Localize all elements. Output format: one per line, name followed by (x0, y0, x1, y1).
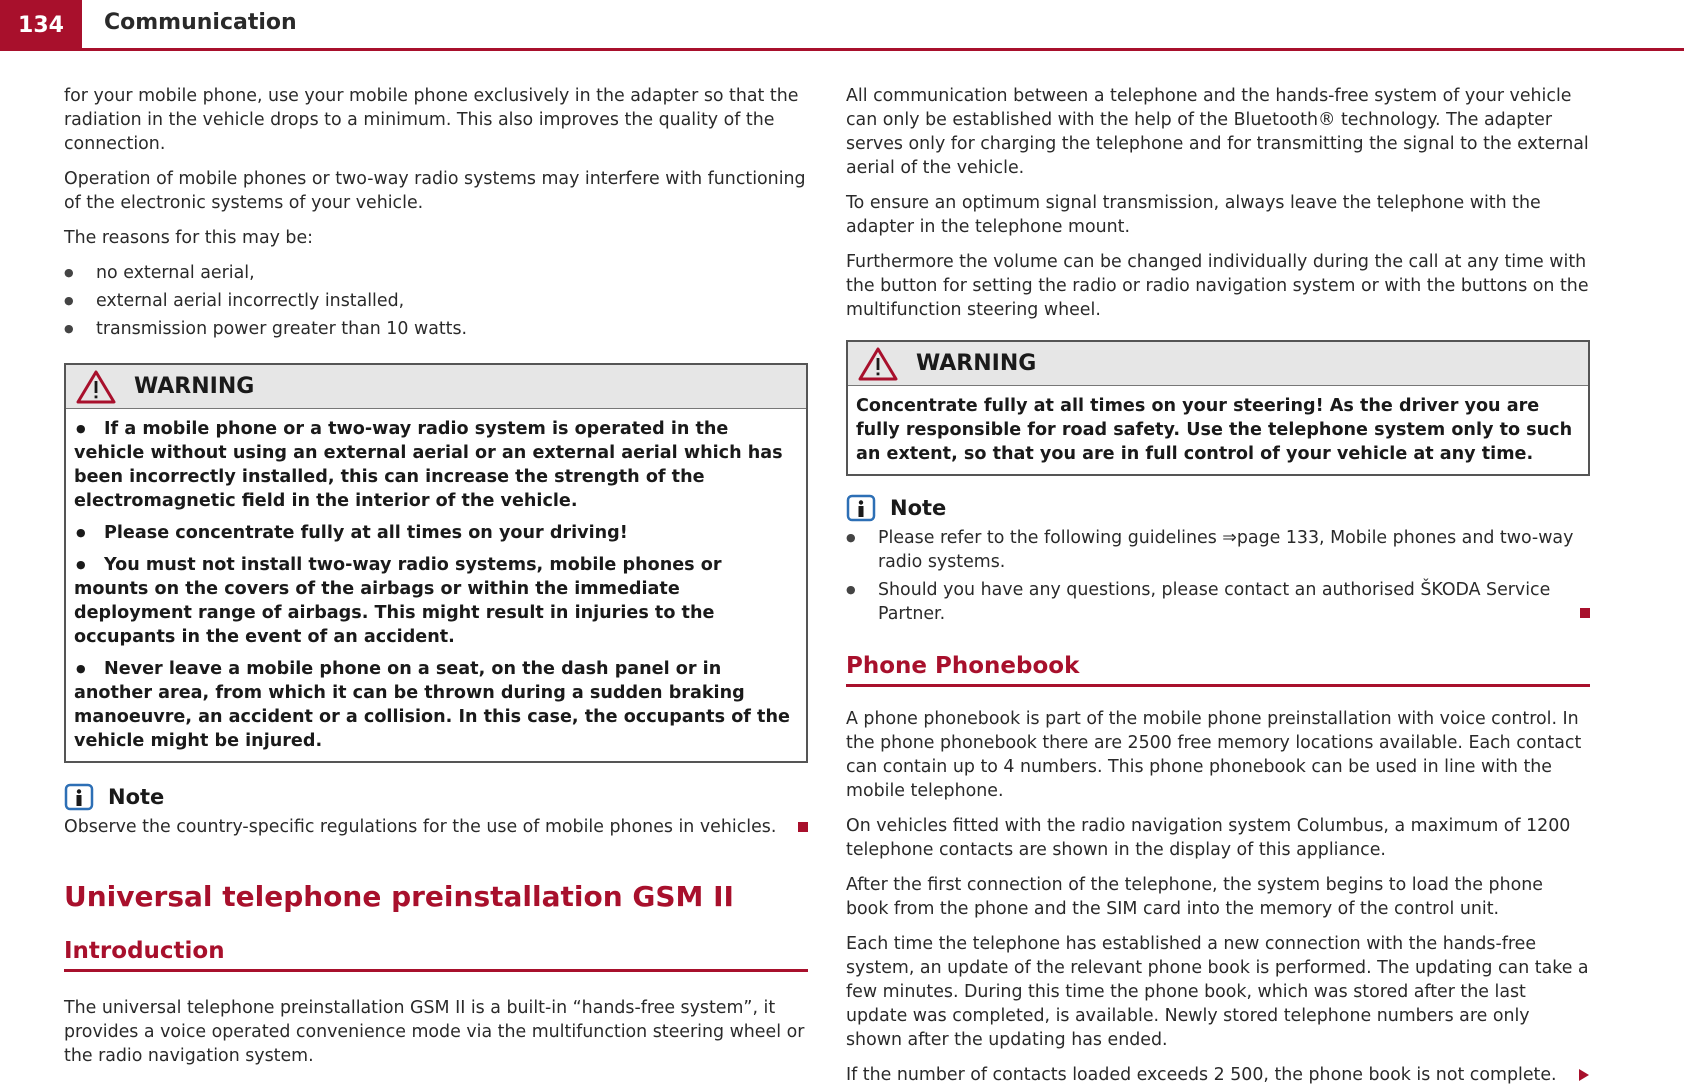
note-title: Note (890, 496, 947, 520)
note-title: Note (108, 785, 165, 809)
header-rule (0, 48, 1684, 51)
note-list (846, 526, 1590, 626)
section-heading: Introduction (64, 938, 225, 964)
info-icon (846, 494, 876, 522)
warning-item: ● Please concentrate fully at all times on your driving! (76, 523, 628, 543)
list-item: ● no external aerial, (64, 261, 808, 285)
section-title: Communication (104, 10, 297, 35)
warning-item: ● You must not install two-way radio systems, mobile phones or mounts on the covers of the airbags or within the immediate deployment range of airbags. This might result in injuries to the occupants in the event of an accident. (74, 555, 722, 647)
paragraph: for your mobile phone, use your mobile phone exclusively in the adapter so that the radiation in the vehicle drops to a minimum. This also improves the quality of the connection. (64, 86, 799, 154)
paragraph: If the number of contacts loaded exceeds 2 500, the phone book is not complete. (846, 1063, 1590, 1084)
warning-item: ● If a mobile phone or a two-way radio system is operated in the vehicle without using an external aerial or an external aerial which has been incorrectly installed, this can increase the strength of the electromagnetic field in the interior of the vehicle. (74, 419, 783, 511)
list-item: ● transmission power greater than 10 watts. (64, 317, 808, 341)
section-end-marker (798, 822, 808, 832)
section-end-marker (1580, 608, 1590, 618)
paragraph: A phone phonebook is part of the mobile phone preinstallation with voice control. In the phone phonebook there are 2500 free memory locations available. Each contact can contain up to 4 numbers. This phone phonebook can be used in line with the mobile telephone. (846, 709, 1582, 801)
paragraph: Operation of mobile phones or two-way radio systems may interfere with functioning of the electronic systems of your vehicle. (64, 169, 806, 213)
warning-triangle-icon (76, 370, 116, 404)
warning-header (848, 342, 1588, 386)
page-header (0, 0, 1684, 52)
paragraph: All communication between a telephone and the hands-free system of your vehicle can only be established with the help of the Bluetooth® technology. The adapter serves only for charging the telephone and for transmitting the signal to the external aerial of the vehicle. (846, 86, 1589, 178)
page-number: 134 (0, 0, 82, 50)
paragraph: Each time the telephone has established a new connection with the hands-free system, an update of the relevant phone book is performed. The updating can take a few minutes. During this time the phone book, which was stored after the last update was completed, is available. Newly stored telephone numbers are only shown after the updating has ended. (846, 934, 1589, 1050)
chapter-heading: Universal telephone preinstallation GSM II (64, 880, 734, 913)
paragraph: The reasons for this may be: (64, 228, 314, 248)
note-item: ● Should you have any questions, please contact an authorised ŠKODA Service Partner. (846, 578, 1590, 626)
reasons-list (64, 261, 808, 341)
heading-rule (64, 969, 808, 972)
heading-rule (846, 684, 1590, 687)
warning-body (848, 386, 1588, 474)
right-column (846, 84, 1590, 1084)
paragraph: After the first connection of the telephone, the system begins to load the phone book from the phone and the SIM card into the memory of the control unit. (846, 875, 1543, 919)
list-item: ● external aerial incorrectly installed, (64, 289, 808, 313)
paragraph: On vehicles fitted with the radio navigation system Columbus, a maximum of 1200 telephone contacts are shown in the display of this appliance. (846, 816, 1571, 860)
info-icon (64, 783, 94, 811)
warning-body (66, 409, 806, 761)
warning-text: Concentrate fully at all times on your steering! As the driver you are fully responsible for road safety. Use the telephone system only to such an extent, so that you are in full control of your vehicle at any time. (856, 396, 1573, 464)
warning-header (66, 365, 806, 409)
note-text: Observe the country-specific regulations for the use of mobile phones in vehicles. (64, 815, 808, 839)
warning-item: ● Never leave a mobile phone on a seat, on the dash panel or in another area, from which it can be thrown during a sudden braking manoeuvre, an accident or a collision. In this case, the occupants of the vehicle might be injured. (74, 659, 790, 751)
warning-box (846, 340, 1590, 476)
paragraph: The universal telephone preinstallation GSM II is a built-in “hands-free system”, it provides a voice operated convenience mode via the multifunction steering wheel or the radio navigation system. (64, 998, 805, 1066)
warning-box (64, 363, 808, 763)
warning-title: WARNING (916, 351, 1037, 376)
note-item: ● Please refer to the following guidelines ⇒page 133, Mobile phones and two-way radio systems. (846, 526, 1590, 574)
warning-title: WARNING (134, 374, 255, 399)
continue-arrow-icon (1578, 1069, 1590, 1081)
left-column (64, 84, 808, 1079)
note-header (846, 492, 1590, 524)
note-header (64, 781, 808, 813)
paragraph: To ensure an optimum signal transmission, always leave the telephone with the adapter in the telephone mount. (846, 193, 1541, 237)
paragraph: Furthermore the volume can be changed individually during the call at any time with the button for setting the radio or radio navigation system or with the buttons on the multifunction steering wheel. (846, 252, 1589, 320)
warning-triangle-icon (858, 347, 898, 381)
section-heading: Phone Phonebook (846, 653, 1080, 679)
